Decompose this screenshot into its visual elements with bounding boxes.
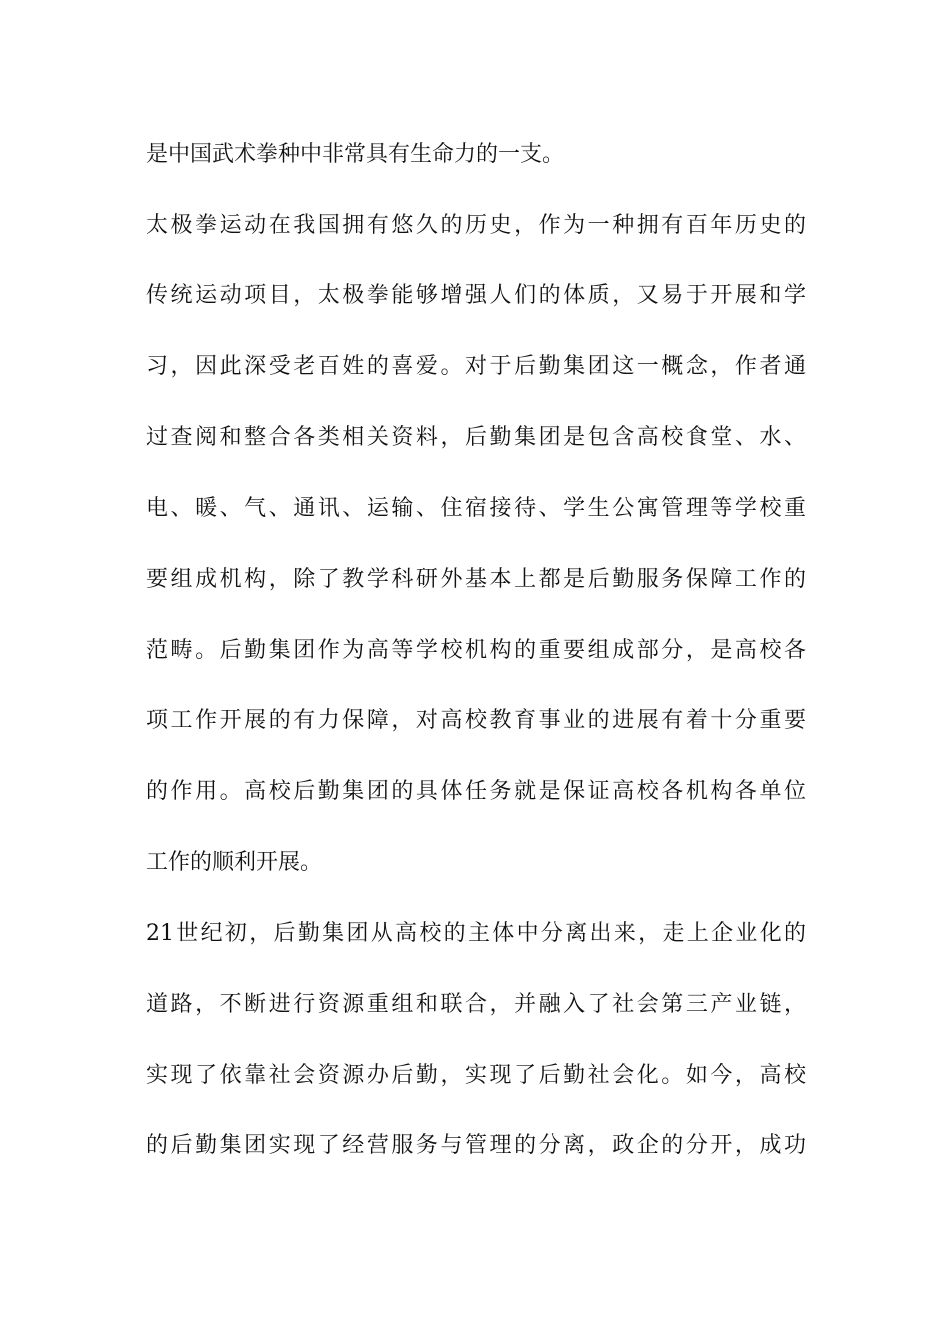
paragraph-2-line-9: 的作用。高校后勤集团的具体任务就是保证高校各机构各单位 — [146, 779, 806, 804]
paragraph-3-line-4: 的后勤集团实现了经营服务与管理的分离，政企的分开，成功 — [146, 1133, 806, 1158]
paragraph-3-line-2: 道路，不断进行资源重组和联合，并融入了社会第三产业链， — [146, 992, 806, 1017]
paragraph-2-line-7: 范畴。后勤集团作为高等学校机构的重要组成部分，是高校各 — [146, 638, 806, 663]
paragraph-2-line-2: 传统运动项目，太极拳能够增强人们的体质，又易于开展和学 — [146, 283, 806, 308]
paragraph-2-line-10: 工作的顺利开展。 — [146, 850, 323, 875]
paragraph-2-line-6: 要组成机构，除了教学科研外基本上都是后勤服务保障工作的 — [146, 567, 806, 592]
paragraph-3-line-3: 实现了依靠社会资源办后勤，实现了后勤社会化。如今，高校 — [146, 1063, 806, 1088]
paragraph-3-line-1: 21世纪初，后勤集团从高校的主体中分离出来，走上企业化的 — [146, 921, 806, 946]
paragraph-1-line-1: 是中国武术拳种中非常具有生命力的一支。 — [146, 142, 565, 167]
paragraph-2-line-8: 项工作开展的有力保障，对高校教育事业的进展有着十分重要 — [146, 708, 806, 733]
paragraph-2-line-1: 太极拳运动在我国拥有悠久的历史，作为一种拥有百年历史的 — [146, 213, 806, 238]
paragraph-2-line-4: 过查阅和整合各类相关资料，后勤集团是包含高校食堂、水、 — [146, 425, 806, 450]
paragraph-2-line-3: 习，因此深受老百姓的喜爱。对于后勤集团这一概念，作者通 — [146, 354, 806, 379]
paragraph-2-line-5: 电、暖、气、通讯、运输、住宿接待、学生公寓管理等学校重 — [146, 496, 806, 521]
